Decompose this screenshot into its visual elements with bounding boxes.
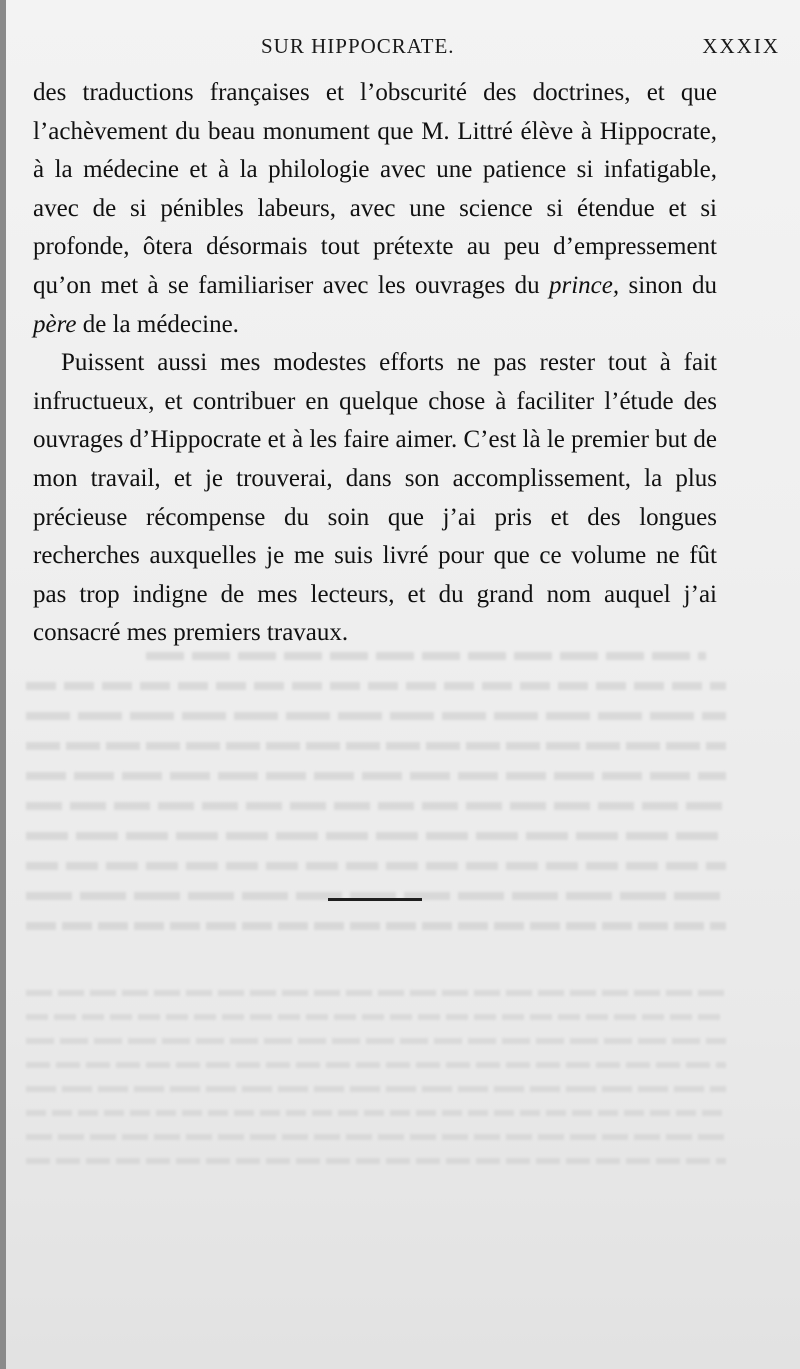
page-number: XXXIX <box>702 34 780 58</box>
paragraph-2: Puissent aussi mes modestes efforts ne pas rester tout à fait infructueux, et contribuer en quelque chose à faciliter l’étude des ouvrages d’Hippocrate et à les faire aimer. C’est là le premier but de mon travail, et je trouverai, dans son accomplissement, la plus précieuse récompense du soin que j’ai pris et des longues recherches auxquelles je me suis livré pour que ce volume ne fût pas trop indigne de mes lecteurs, et du grand nom auquel j’ai consacré mes premiers travaux. <box>33 349 717 647</box>
italic-prince: prince, <box>548 271 620 299</box>
italic-pere: père <box>33 310 77 338</box>
paragraph-1-text-c: de la médecine. <box>76 310 239 338</box>
page-header <box>36 34 780 64</box>
bleed-through-texture <box>26 640 786 1164</box>
paragraph-1 <box>33 74 717 344</box>
body-text <box>33 74 717 653</box>
separator-rule <box>328 898 422 901</box>
book-page <box>6 0 800 1369</box>
running-title: SUR HIPPOCRATE. <box>261 34 455 58</box>
paragraph-1-text-a: des traductions françaises et l’obscurité des doctrines, et que l’achèvement du beau monument que M. Littré élève à Hippocrate, à la médecine et à la philologie avec une patience si infatigable, avec de si pénibles labeurs, avec une science si étendue et si profonde, ôtera désormais tout prétexte au peu d’empressement qu’on met à se familiariser avec les ouvrages du <box>33 79 717 299</box>
paragraph-1-text-b: sinon du <box>619 271 717 299</box>
